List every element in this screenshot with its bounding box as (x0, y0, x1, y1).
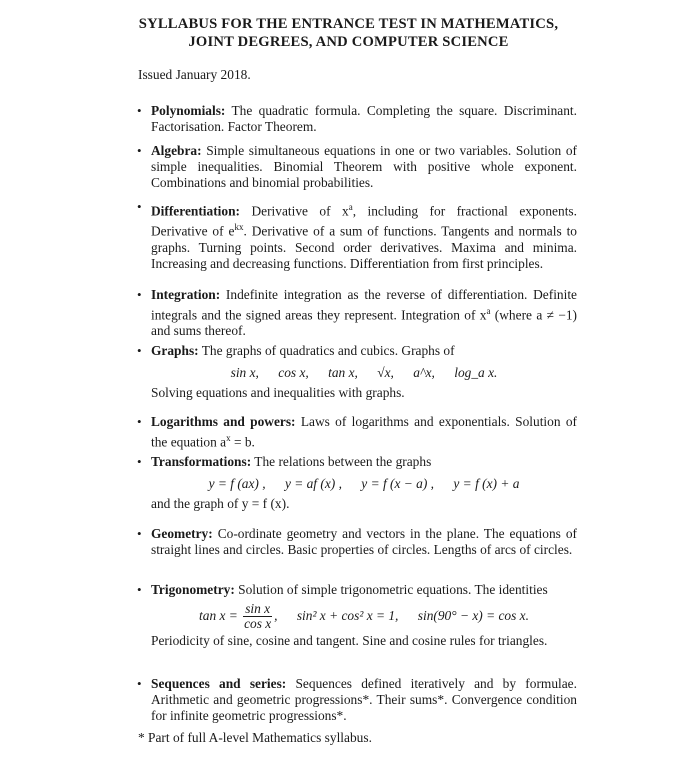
bullet-icon: • (137, 582, 142, 597)
term-label: Logarithms and powers: (151, 414, 296, 429)
item-text: Sequences defined iteratively and by formulae. Arithmetic and geometric progressions*. Their sums*. Convergence condition for infinite geometric progressions*. (151, 676, 577, 723)
math-term: tan x, (328, 365, 358, 380)
term-label: Geometry: (151, 526, 213, 541)
item-text: , including for fractional exponents. Derivative of e (151, 203, 577, 239)
term-label: Transformations: (151, 454, 252, 469)
math-term: sin x, (230, 365, 259, 380)
bullet-icon: • (137, 287, 142, 302)
trig-identities (151, 602, 577, 631)
item-followup: Solving equations and inequalities with graphs. (151, 385, 405, 400)
item-geometry (137, 526, 577, 558)
bullet-icon: • (137, 199, 142, 214)
issued-date: Issued January 2018. (138, 67, 251, 82)
math-term: tan x = (199, 607, 238, 623)
fraction-denominator: cos x (244, 616, 272, 631)
item-logarithms (137, 414, 577, 450)
item-text: = b. (230, 434, 255, 450)
term-label: Algebra: (151, 143, 202, 158)
fraction (243, 602, 272, 631)
exponent: a (486, 306, 491, 316)
math-term: log_a x. (454, 365, 498, 380)
item-integration (137, 287, 577, 339)
math-term: sin(90° − x) = cos x. (417, 607, 529, 623)
math-term: √x, (377, 365, 394, 380)
bullet-icon: • (137, 676, 142, 691)
item-algebra (137, 143, 577, 191)
tan-identity: tan x = $\frac{\text{sin x}}{\text{cos x}}$ , (199, 601, 281, 631)
bullet-icon: • (137, 143, 142, 158)
math-term: y = f (ax) , (208, 476, 266, 491)
item-text: Simple simultaneous equations in one or two variables. Solution of simple inequalities. Binomial Theorem with positive whole exponent. Combinations and binomial probabilities. (151, 143, 577, 190)
title-line-2: JOINT DEGREES, AND COMPUTER SCIENCE (188, 34, 509, 50)
item-sequences (137, 676, 577, 724)
item-transformations (137, 454, 577, 512)
term-label: Sequences and series: (151, 676, 287, 691)
term-label: Integration: (151, 287, 221, 302)
math-term: a^x, (413, 365, 435, 380)
exponent: x (226, 433, 231, 443)
item-text: Co-ordinate geometry and vectors in the plane. The equations of straight lines and circles. Basic properties of circles. Lengths of arcs of circles. (151, 526, 577, 557)
item-text: The relations between the graphs (254, 454, 432, 469)
item-text: (where a ≠ −1) and sums thereof. (151, 307, 578, 339)
math-term: y = f (x) + a (453, 476, 520, 491)
exponent: a (348, 202, 353, 212)
term-label: Polynomials: (151, 103, 226, 118)
fraction-numerator: sin x (245, 601, 271, 616)
item-text: Derivative of x (251, 203, 349, 219)
graph-functions (151, 365, 577, 381)
item-text: Indefinite integration as the reverse of differentiation. Definite integrals and the signed areas they represent. Integration of x (151, 287, 577, 323)
item-differentiation (137, 199, 577, 272)
term-label: Differentiation: (151, 203, 241, 219)
document-title (0, 15, 697, 51)
title-line-1: SYLLABUS FOR THE ENTRANCE TEST IN MATHEMATICS, (138, 16, 559, 32)
bullet-icon: • (137, 454, 142, 469)
item-text: Laws of logarithms and exponentials. Solution of the equation a (151, 414, 577, 450)
math-term: y = af (x) , (284, 476, 342, 491)
bullet-icon: • (137, 526, 142, 541)
transformation-formulas (151, 476, 577, 492)
bullet-icon: • (137, 414, 142, 429)
item-polynomials (137, 103, 577, 135)
math-term: cos x, (278, 365, 309, 380)
exponent: kx (234, 222, 244, 233)
item-text: . Derivative of a sum of functions. Tangents and normals to graphs. Turning points. Second order derivatives. Maxima and minima. Increasing and decreasing functions. Differentiation from first principles. (151, 223, 577, 271)
bullet-icon: • (137, 343, 142, 358)
footnote: * Part of full A-level Mathematics syllabus. (138, 730, 372, 745)
math-term: sin² x + cos² x = 1, (296, 607, 399, 623)
item-followup: Periodicity of sine, cosine and tangent. Sine and cosine rules for triangles. (151, 633, 548, 648)
item-text: The quadratic formula. Completing the square. Discriminant. Factorisation. Factor Theorem. (151, 103, 577, 134)
math-term: y = f (x − a) , (361, 476, 435, 491)
item-trigonometry (137, 582, 577, 649)
item-text: The graphs of quadratics and cubics. Graphs of (201, 343, 455, 358)
term-label: Graphs: (151, 343, 199, 358)
item-text: Solution of simple trigonometric equations. The identities (238, 582, 548, 597)
bullet-icon: • (137, 103, 142, 118)
item-followup: and the graph of y = f (x). (151, 496, 290, 511)
item-graphs (137, 343, 577, 401)
term-label: Trigonometry: (151, 582, 235, 597)
